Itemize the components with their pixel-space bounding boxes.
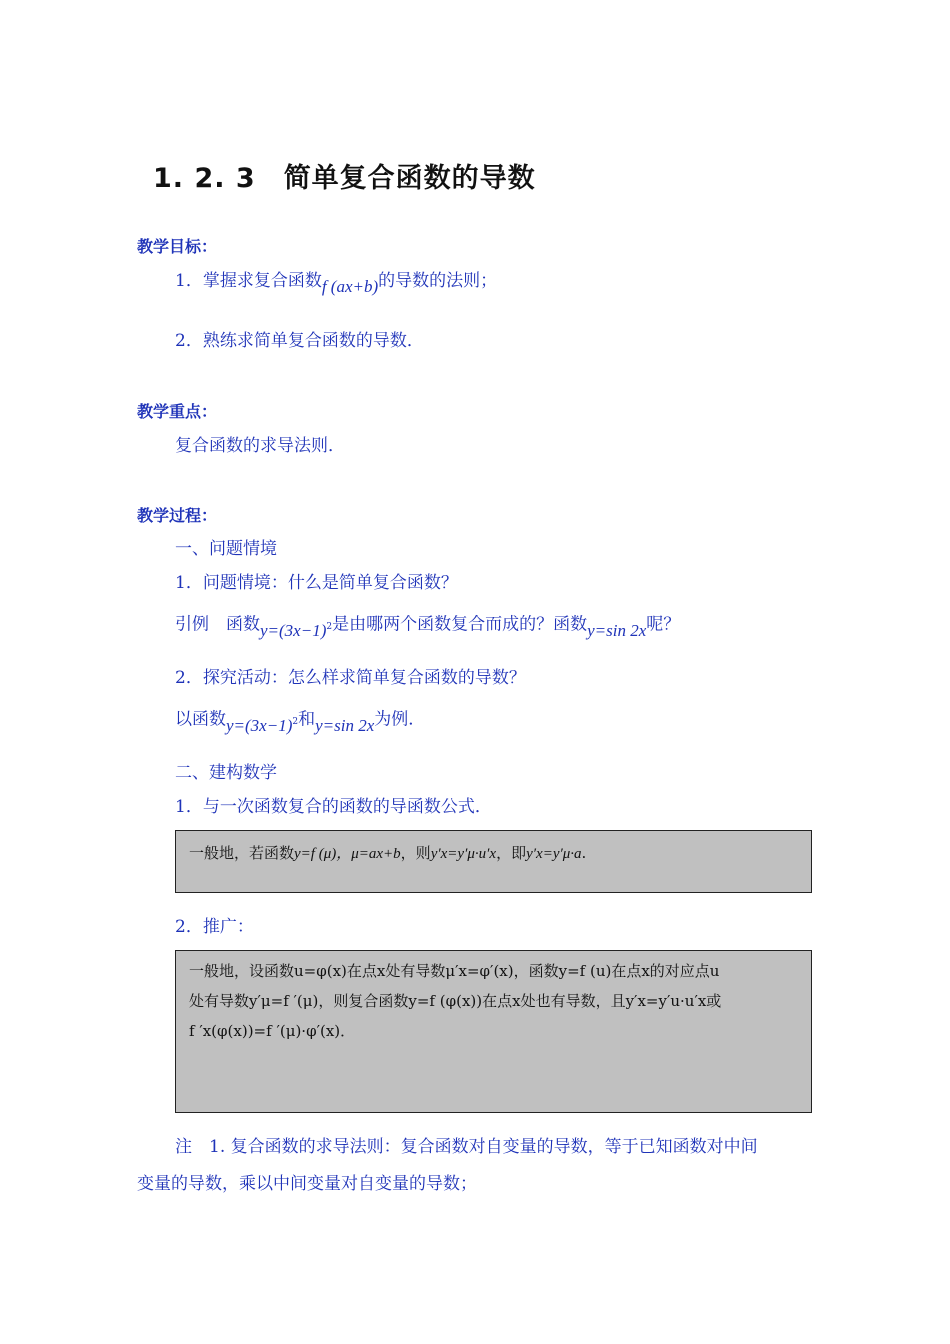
box1-part-e: ，即	[496, 844, 527, 862]
key-points-heading: 教学重点：	[137, 402, 218, 421]
example-1-formula-1: y=(3x−1)	[260, 620, 327, 640]
objective-1-formula: f (ax+b)	[321, 277, 379, 296]
box2-line-1: 一般地，设函数u=φ(x)在点x处有导数μ′x=φ′(x)，函数y=f (u)在点x的对应点u	[189, 962, 720, 980]
section-1-title: 一、问题情境	[175, 539, 277, 559]
example-2-formula-1: y=(3x−1)	[226, 715, 293, 735]
objective-1	[175, 270, 498, 296]
example-1-tail: 呢？	[646, 614, 681, 635]
section-number: 1. 2. 3	[153, 163, 256, 194]
key-points-text: 复合函数的求导法则．	[175, 436, 345, 456]
example-2-label: 以函数	[175, 709, 226, 730]
example-1-formula-2: y=sin 2x	[587, 620, 647, 640]
process-heading: 教学过程：	[137, 506, 218, 525]
objectives-heading: 教学目标：	[137, 237, 218, 256]
question-1: 1．问题情境：什么是简单复合函数？	[175, 573, 458, 593]
box1-formula-1: y=f (μ)，μ=ax+b	[294, 846, 401, 862]
example-1-mid: 是由哪两个函数复合而成的？函数	[332, 614, 588, 635]
box1-formula-3: y′x=y′μ·a	[526, 846, 582, 862]
example-2-tail: 为例．	[374, 709, 426, 730]
box1-part-a: 一般地，若函数	[189, 844, 295, 862]
box1-formula-2: y′x=y′μ·u′x	[430, 846, 497, 862]
example-2-mid: 和	[298, 709, 316, 730]
box1-period: .	[581, 844, 587, 862]
box2-line-3: f ′x(φ(x))=f ′(μ)·φ′(x)．	[189, 1022, 356, 1040]
objective-1-text: 1．掌握求复合函数	[175, 271, 322, 291]
section-2-title: 二、建构数学	[175, 763, 277, 783]
formula-box-1	[175, 830, 812, 893]
bullet-1: 1．与一次函数复合的函数的导函数公式．	[175, 797, 492, 817]
title-text: 简单复合函数的导数	[283, 163, 536, 194]
objective-2: 2．熟练求简单复合函数的导数．	[175, 331, 424, 351]
exponent: 2	[326, 622, 333, 632]
example-2-formula-2: y=sin 2x	[315, 715, 375, 735]
page-title	[153, 156, 536, 195]
question-2: 2．探究活动：怎么样求简单复合函数的导数？	[175, 668, 526, 688]
bullet-2: 2．推广：	[175, 917, 254, 937]
formula-box-2	[175, 950, 812, 1113]
note-line-1: 注 1. 复合函数的求导法则：复合函数对自变量的导数，等于已知函数对中间	[175, 1137, 758, 1157]
formula-box-1-text	[189, 843, 586, 864]
exponent: 2	[292, 717, 299, 727]
box1-part-c: ，则	[400, 844, 431, 862]
example-1	[175, 610, 681, 640]
example-1-label: 引例 函数	[175, 614, 260, 635]
note-line-2: 变量的导数，乘以中间变量对自变量的导数；	[137, 1174, 477, 1194]
box2-line-2: 处有导数y′μ=f ′(μ)，则复合函数y=f (φ(x))在点x处也有导数，且y′x=y′u·u′x或	[189, 992, 722, 1010]
objective-1-tail: 的导数的法则；	[378, 271, 498, 291]
example-2	[175, 705, 426, 735]
